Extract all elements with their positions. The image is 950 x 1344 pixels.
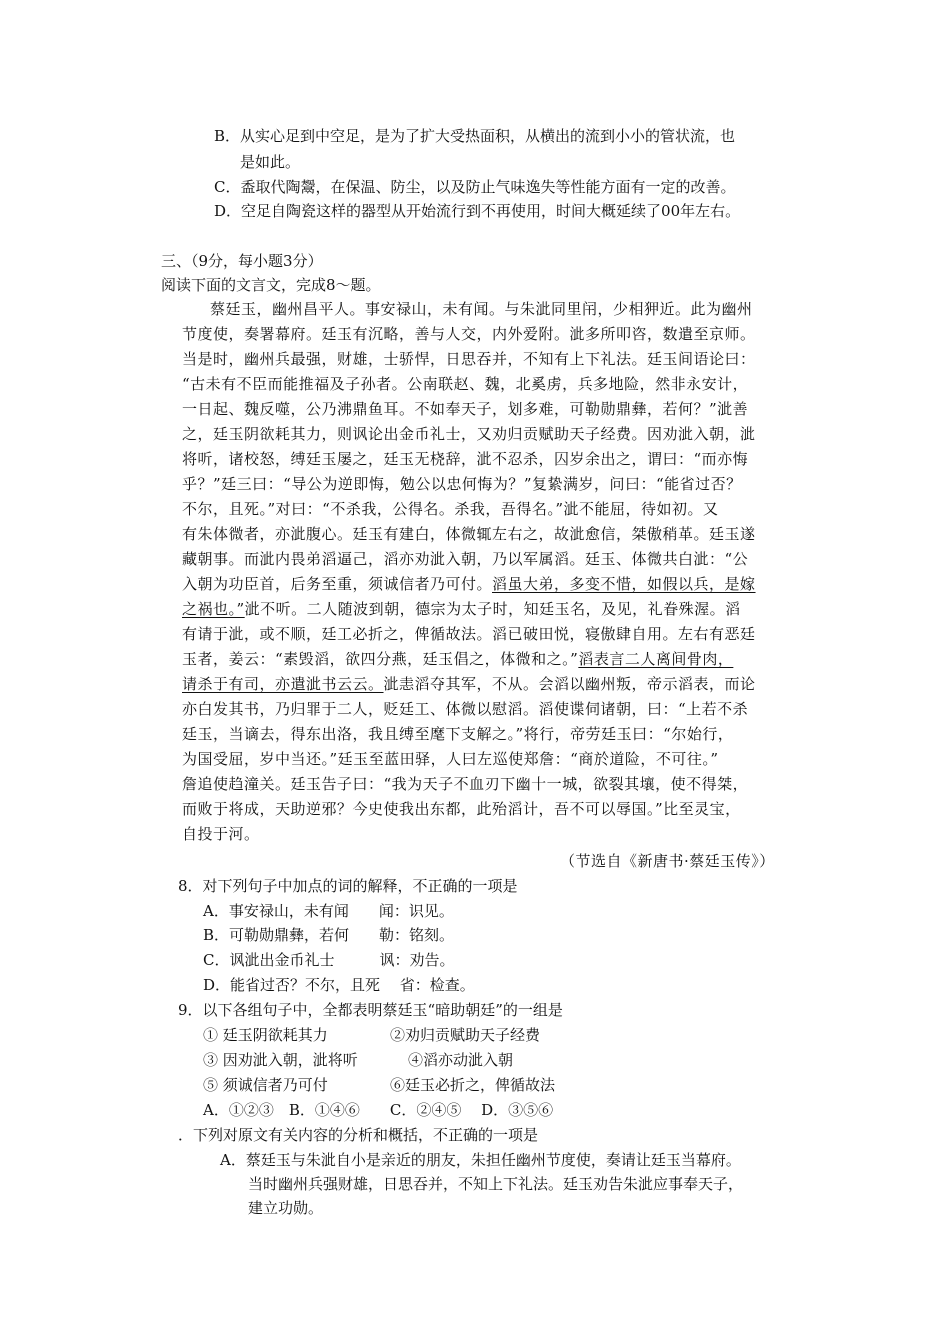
passage-line: 詹追使趋潼关。廷玉告子曰：“我为天子不血刃下幽十一城，欲裂其壤，使不得桀， xyxy=(182,775,749,793)
source-citation: （节选自《新唐书·蔡廷玉传》） xyxy=(560,852,775,870)
passage-line: 一日起、魏反噬，公乃沸鼎鱼耳。不如奉天子，划多难，可勒勋鼎彝，若何？”泚善 xyxy=(182,400,749,418)
passage-line: 有朱体微者，亦泚腹心。廷玉有建白，体微辄左右之，故泚愈信，桀傲稍革。廷玉遂 xyxy=(182,525,756,543)
option-b-line2: 是如此。 xyxy=(240,153,301,171)
q8-option-c: C．讽泚出金币礼士 讽：劝告。 xyxy=(203,951,455,969)
underlined-sentence-2: 滔表言二人离间骨肉， xyxy=(578,650,734,668)
passage-text: 玉者，姜云：“素毁滔，欲四分燕，廷玉倡之，体微和之。” xyxy=(182,650,579,668)
passage-text: 泚不听。二人随波到朝，德宗为太子时，知廷玉名，及见，礼眷殊渥。滔 xyxy=(244,600,741,618)
q8-option-a: A．事安禄山，未有闻 闻：识见。 xyxy=(203,902,454,920)
q9-item: ⑤ 须诚信者乃可付 xyxy=(203,1076,328,1094)
passage-line xyxy=(182,599,741,619)
q10-option-a-line: A．蔡廷玉与朱泚自小是亲近的朋友，朱担任幽州节度使，奏请让廷玉当幕府。 xyxy=(220,1151,741,1169)
passage-text: 泚恚滔夺其军，不从。会滔以幽州叛，帝示滔表，而论 xyxy=(383,675,756,693)
q10-option-a-line: 当时幽州兵强财雄，日思吞并，不知上下礼法。廷玉劝告朱泚应事奉天子， xyxy=(248,1175,744,1193)
passage-line: “古未有不臣而能推福及子孙者。公南联赵、魏，北奚虏，兵多地险，然非永安计， xyxy=(182,375,749,393)
passage-line: 亦白发其书，乃归罪于二人，贬廷工、体微以慰滔。滔使谍伺诸朝，曰：“上若不杀 xyxy=(182,700,749,718)
passage-line: 为国受屈，岁中当还。”廷玉至蓝田驿，人曰左巡使郑詹：“商於道险，不可往。” xyxy=(182,750,719,768)
passage-line: 之，廷玉阴欲耗其力，则讽论出金币礼士，又劝归贡赋助天子经费。因劝泚入朝，泚 xyxy=(182,425,756,443)
passage-line: 将听，诸校怒，缚廷玉屡之，廷玉无桡辞，泚不忍杀，囚岁余出之，谓曰：“而亦悔 xyxy=(182,450,749,468)
option-b-line1: B．从实心足到中空足，是为了扩大受热面积，从横出的流到小小的管状流，也 xyxy=(214,127,736,145)
passage-line: 当是时，幽州兵最强，财雄，士骄悍，日思吞并，不知有上下礼法。廷玉间语论曰： xyxy=(182,350,756,368)
section-instruction: 阅读下面的文言文，完成8～题。 xyxy=(161,276,381,294)
passage-line: 有请于泚，或不顺，廷工必折之，俾循故法。滔已破田悦，寝傲肆自用。左右有恶廷 xyxy=(182,625,756,643)
q9-item: ⑥廷玉必折之，俾循故法 xyxy=(390,1076,556,1094)
q9-item: ③ 因劝泚入朝，泚将听 xyxy=(203,1051,358,1069)
passage-line: 不尔，且死。”对曰：“不杀我，公得名。杀我，吾得名。”泚不能屈，待如初。又 xyxy=(182,500,719,518)
passage-line: 而败于将成，天助逆邪？今史使我出东都，此殆滔计，吾不可以辱国。”比至灵宝， xyxy=(182,800,741,818)
option-c: C．盉取代陶鬶，在保温、防尘，以及防止气味逸失等性能方面有一定的改善。 xyxy=(214,178,736,196)
passage-line: 乎？”廷三曰：“导公为逆即悔，勉公以忠何悔为？”复絷满岁，问曰：“能省过否？ xyxy=(182,475,742,493)
q9-item: ① 廷玉阴欲耗其力 xyxy=(203,1026,328,1044)
q9-item: ②劝归贡赋助天子经费 xyxy=(390,1026,541,1044)
underlined-sentence-2-end: 请杀于有司，亦遣泚书云云。 xyxy=(182,675,384,693)
q8-option-d: D．能省过否？不尔，且死 省：检查。 xyxy=(203,976,475,994)
q9-stem: 9．以下各组句子中，全都表明蔡廷玉“暗助朝廷”的一组是 xyxy=(178,1001,563,1019)
passage-line xyxy=(182,649,733,669)
underlined-sentence-1: 滔虽大弟，多变不惜，如假以兵，是嫁 xyxy=(492,575,756,593)
section-heading: 三、（9分，每小题3分） xyxy=(161,252,323,270)
q9-item: ④滔亦动泚入朝 xyxy=(408,1051,514,1069)
passage-text: 入朝为功臣首，后务至重，须诚信者乃可付。 xyxy=(182,575,493,593)
passage-line: 廷玉，当谪去，得东出洛，我且缚至麾下支解之。”将行，帝劳廷玉曰：“尔始行， xyxy=(182,725,734,743)
q10-stem: ．下列对原文有关内容的分析和概括，不正确的一项是 xyxy=(178,1126,539,1144)
passage-line: 节度使，奏署幕府。廷玉有沉略，善与人交，内外爱附。泚多所叩咨，数遣至京师。 xyxy=(182,325,756,343)
q9-choices: A．①②③ B．①④⑥ C．②④⑤ D．③⑤⑥ xyxy=(203,1101,554,1119)
option-d: D．空足自陶瓷这样的器型从开始流行到不再使用，时间大概延续了00年左右。 xyxy=(214,202,741,220)
q8-option-b: B．可勒勋鼎彝，若何 勒：铭刻。 xyxy=(203,926,455,944)
passage-line: 藏朝事。而泚内畏弟滔逼己，滔亦劝泚入朝，乃以军属滔。廷玉、体微共白泚：“公 xyxy=(182,550,749,568)
passage-line: 自投于河。 xyxy=(182,825,260,843)
passage-line: 蔡廷玉，幽州昌平人。事安禄山，未有闻。与朱泚同里闬，少相狎近。此为幽州 xyxy=(210,300,753,318)
passage-line xyxy=(182,574,756,594)
q8-stem: 8．对下列句子中加点的词的解释，不正确的一项是 xyxy=(178,877,518,895)
q10-option-a-line: 建立功勋。 xyxy=(248,1199,324,1217)
underlined-sentence-1-end: 之祸也。” xyxy=(182,600,245,618)
passage-line xyxy=(182,674,756,694)
